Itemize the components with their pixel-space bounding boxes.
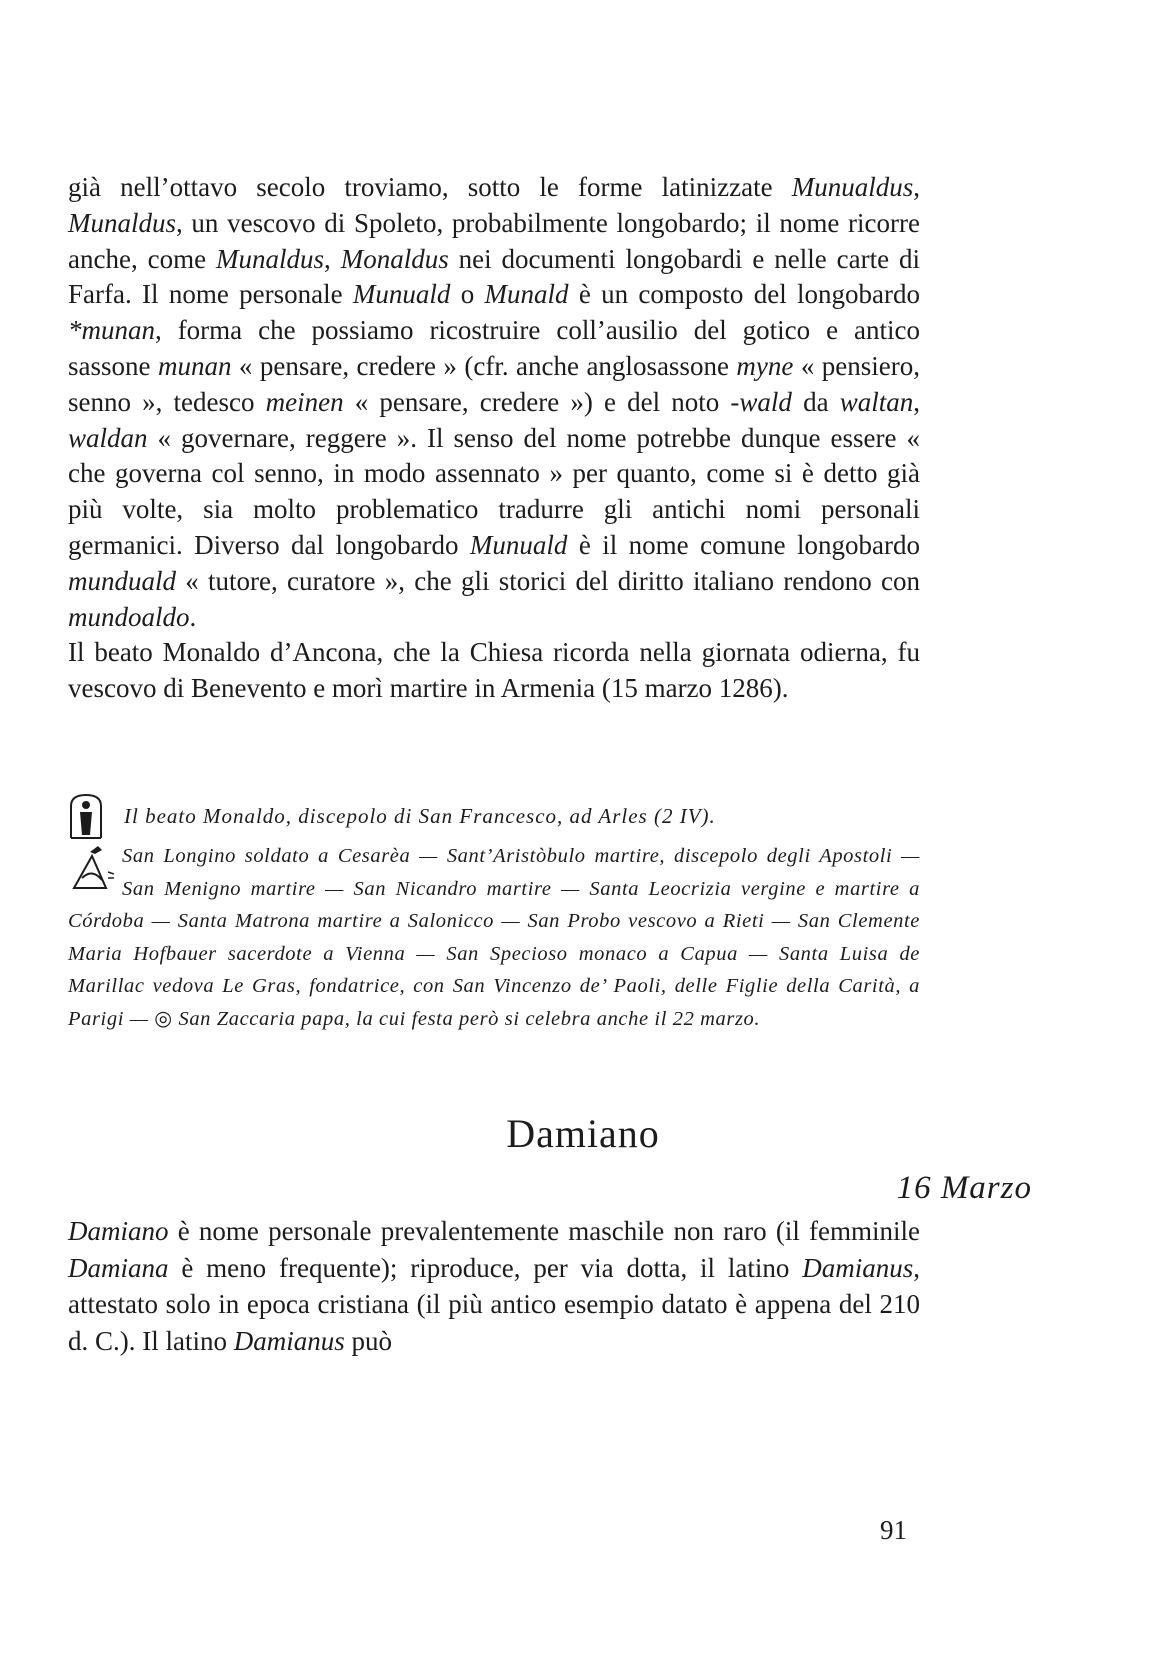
main-text (68, 170, 920, 707)
saints-list (68, 840, 920, 1035)
paragraph-etymology: già nell’ottavo secolo troviamo, sotto le forme latinizzate Munualdus, Munaldus, un vescovo di Spoleto, probabilmente longobardo; il nome ricorre anche, come Munaldus, Monaldus nei documenti longobardi e nelle carte di Farfa. Il nome personale Munuald o Munald è un composto del longobardo *munan, forma che possiamo ricostruire coll’ausilio del gotico e antico sassone munan « pensare, credere » (cfr. anche anglosassone myne « pensiero, senno », tedesco meinen « pensare, credere ») e del noto -wald da waltan, waldan « governare, reggere ». Il senso del nome potrebbe dunque essere « che governa col senno, in modo assennato » per quanto, come si è detto già più volte, sia molto problematico tradurre gli antichi nomi personali germanici. Diverso dal longobardo Munuald è il nome comune longobardo munduald « tutore, curatore », che gli storici del diritto italiano rendono con mundoaldo. (68, 172, 921, 632)
section-intro (68, 1213, 920, 1359)
section-title: Damiano (506, 1111, 660, 1156)
intro-paragraph: Damiano è nome personale prevalentemente maschile non raro (il femminile Damiana è meno frequente); riproduce, per via dotta, il latino Damianus, attestato solo in epoca cristiana (il più antico esempio datato è appena del 210 d. C.). Il latino Damianus può (68, 1216, 920, 1356)
paragraph-monaldo: Il beato Monaldo d’Ancona, che la Chiesa ricorda nella giornata odierna, fu vescovo di Benevento e morì martire in Armenia (15 marzo 1286). (68, 637, 920, 704)
section-date: 16 Marzo (896, 1170, 1032, 1206)
saints-list-text: San Longino soldato a Cesarèa — Sant’Aristòbulo martire, discepolo degli Apostoli — San Menigno martire — San Nicandro martire — Santa Leocrizia vergine e martire a Córdoba — Santa Matrona martire a Salonicco — San Probo vescovo a Rieti — San Clemente Maria Hofbauer sacerdote a Vienna — San Specioso monaco a Capua — Santa Luisa de Marillac vedova Le Gras, fondatrice, con San Vincenzo de’ Paoli, delle Figlie della Carità, a Parigi — ◎ San Zaccaria papa, la cui festa però si celebra anche il 22 marzo. (68, 845, 920, 1030)
pelican-emblem-icon (68, 842, 114, 892)
saint-figure-icon (68, 792, 104, 840)
page-number: 91 (880, 1515, 907, 1545)
icon-note-line (68, 792, 920, 840)
icon-note-text: Il beato Monaldo, discepolo di San Francesco, ad Arles (2 IV). (124, 803, 716, 828)
